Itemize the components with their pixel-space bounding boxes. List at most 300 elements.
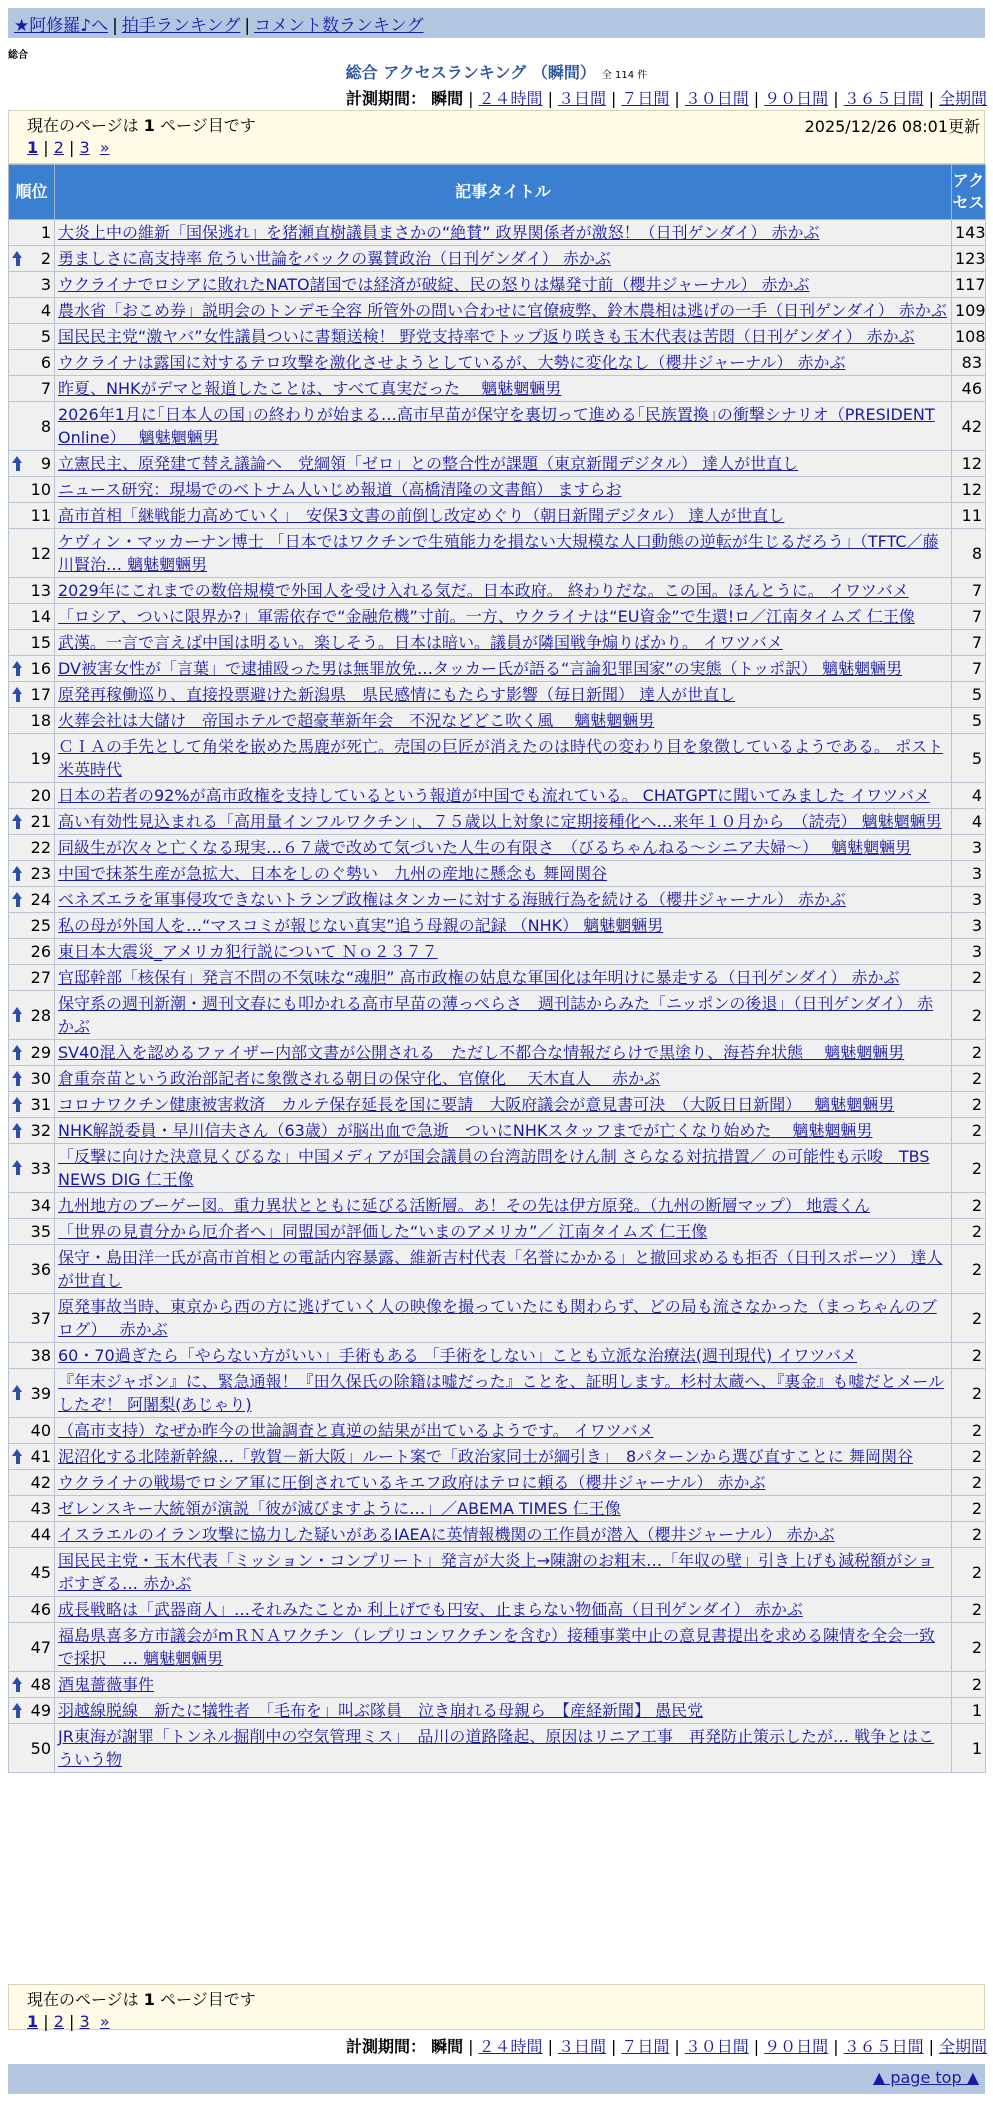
table-row	[9, 734, 986, 783]
article-title-link[interactable]: SV40混入を認めるファイザー内部文書が公開される ただし不都合な情報だらけで黒塗り、海苔弁状態 魑魅魍魎男	[58, 1043, 905, 1062]
period-link-90d[interactable]: ９０日間	[764, 89, 829, 108]
rank-number: 6	[40, 353, 51, 372]
rank-cell	[9, 783, 55, 809]
next-page-link[interactable]: »	[99, 2012, 110, 2031]
article-title-link[interactable]: ベネズエラを軍事侵攻できないトランプ政権はタンカーに対する海賊行為を続ける（櫻井ジャーナル） 赤かぶ	[58, 890, 846, 909]
rank-up-arrow-icon	[12, 1097, 23, 1113]
access-count: 2	[952, 1418, 986, 1444]
access-count: 3	[952, 887, 986, 913]
table-row	[9, 1343, 986, 1369]
rank-up-arrow-icon	[12, 1703, 23, 1719]
period-link-24h[interactable]: ２４時間	[478, 89, 543, 108]
rank-cell	[9, 503, 55, 529]
title-cell	[55, 1369, 952, 1418]
rank-header: 順位	[9, 165, 55, 220]
table-row	[9, 1496, 986, 1522]
title-cell	[55, 887, 952, 913]
nav-separator: |	[112, 16, 118, 36]
access-count: 3	[952, 913, 986, 939]
rank-cell	[9, 1369, 55, 1418]
table-row	[9, 350, 986, 376]
rank-number: 17	[30, 685, 51, 704]
rank-cell	[9, 656, 55, 682]
ranking-title: 総合 アクセスランキング （瞬間）	[345, 63, 596, 82]
page-title	[0, 60, 993, 83]
article-title-link[interactable]: 農水省「おこめ券」説明会のトンデモ全容 所管外の問い合わせに官僚疲弊、鈴木農相は逃げの一手（日刊ゲンダイ） 赤かぶ	[58, 301, 947, 320]
table-row	[9, 991, 986, 1040]
period-link-all[interactable]: 全期間	[938, 89, 987, 108]
article-title-link[interactable]: 倉重奈苗という政治部記者に象徴される朝日の保守化、官僚化 天木直人 赤かぶ	[58, 1069, 661, 1088]
rank-cell	[9, 991, 55, 1040]
access-count: 2	[952, 1040, 986, 1066]
rank-number: 36	[30, 1259, 51, 1279]
article-title-link[interactable]: 勇ましさに高支持率 危うい世論をバックの翼賛政治（日刊ゲンダイ） 赤かぶ	[58, 249, 611, 268]
table-row	[9, 1193, 986, 1219]
title-cell	[55, 783, 952, 809]
title-cell	[55, 861, 952, 887]
rank-up-arrow-icon	[12, 814, 23, 830]
rank-number: 41	[30, 1447, 51, 1466]
rank-cell	[9, 835, 55, 861]
article-title-link[interactable]: 2029年にこれまでの数倍規模で外国人を受け入れる気だ。日本政府。 終わりだな。この国。ほんとうに。 イワツバメ	[58, 581, 909, 600]
rank-up-arrow-icon	[12, 1007, 23, 1023]
title-cell	[55, 1092, 952, 1118]
table-row	[9, 529, 986, 578]
article-title-link[interactable]: 『年末ジャポン』に、緊急通報！『田久保氏の除籍は嘘だった』ことを、証明します。杉村太蔵へ、『裏金』も嘘だとメールしたぞ！ 阿闍梨(あじゃり)	[58, 1372, 945, 1414]
rank-number: 5	[40, 327, 51, 346]
rank-cell	[9, 708, 55, 734]
table-row	[9, 1219, 986, 1245]
period-link-30d[interactable]: ３０日間	[684, 89, 749, 108]
rank-number: 19	[30, 748, 51, 768]
access-count: 143	[952, 220, 986, 246]
rank-cell	[9, 1066, 55, 1092]
rank-cell	[9, 1144, 55, 1193]
access-count: 1	[952, 1698, 986, 1724]
page-top-link[interactable]: ▲ page top ▲	[872, 2068, 979, 2087]
period-selector-bottom: 計測期間： 瞬間 | ２４時間 | ３日間 | ７日間 | ３０日間 | ９０日間 | ３６５日間 | 全期間	[346, 2037, 987, 2056]
rank-number: 1	[40, 223, 51, 242]
title-cell	[55, 708, 952, 734]
title-cell	[55, 1698, 952, 1724]
access-count: 2	[952, 1496, 986, 1522]
rank-cell	[9, 1597, 55, 1623]
table-row	[9, 887, 986, 913]
rank-number: 22	[30, 838, 51, 857]
rank-cell	[9, 965, 55, 991]
title-cell	[55, 734, 952, 783]
period-link-90d[interactable]: ９０日間	[764, 2037, 829, 2056]
table-header-row	[9, 165, 986, 220]
access-count: 2	[952, 1597, 986, 1623]
period-label: 計測期間：	[346, 2037, 427, 2056]
category-label: 総合	[8, 50, 28, 61]
table-row	[9, 1066, 986, 1092]
article-title-link[interactable]: 東日本大震災_アメリカ犯行説について Ｎｏ２３７７	[58, 942, 438, 961]
article-title-link[interactable]: 「ロシア、ついに限界か?」軍需依存で“金融危機”寸前。一方、ウクライナは“EU資金”で生還!ロ／江南タイムズ 仁王像	[58, 607, 915, 626]
rank-number: 34	[30, 1196, 51, 1215]
article-title-link[interactable]: 武漢。一言で言えば中国は明るい。楽しそう。日本は暗い。議員が隣国戦争煽りばかり。 イワツバメ	[58, 633, 783, 652]
title-cell	[55, 1066, 952, 1092]
rank-cell	[9, 1444, 55, 1470]
table-row	[9, 1698, 986, 1724]
title-cell	[55, 835, 952, 861]
article-title-link[interactable]: コロナワクチン健康被害救済 カルテ保存延長を国に要請 大阪府議会が意見書可決 （大阪日日新聞） 魑魅魍魎男	[58, 1095, 895, 1114]
rank-number: 2	[40, 249, 51, 268]
rank-cell	[9, 1496, 55, 1522]
table-row	[9, 1470, 986, 1496]
title-cell	[55, 656, 952, 682]
rank-cell	[9, 809, 55, 835]
rank-cell	[9, 604, 55, 630]
table-row	[9, 324, 986, 350]
access-count: 108	[952, 324, 986, 350]
access-count: 4	[952, 809, 986, 835]
rank-number: 37	[30, 1308, 51, 1328]
rank-cell	[9, 1219, 55, 1245]
rank-up-arrow-icon	[12, 1045, 23, 1061]
table-row	[9, 1040, 986, 1066]
article-title-link[interactable]: ウクライナでロシアに敗れたNATO諸国では経済が破綻、民の怒りは爆発寸前（櫻井ジャーナル） 赤かぶ	[58, 275, 810, 294]
title-cell	[55, 630, 952, 656]
access-count: 11	[952, 503, 986, 529]
article-title-link[interactable]: 原発事故当時、東京から西の方に逃げていく人の映像を撮っていたにも関わらず、どの局も流さなかった（まっちゃんのブログ） 赤かぶ	[58, 1297, 937, 1339]
article-title-link[interactable]: JR東海が謝罪「トンネル掘削中の空気管理ミス」 品川の道路隆起、原因はリニア工事 再発防止策示したが… 戦争とはこういう物	[58, 1727, 935, 1769]
table-row	[9, 604, 986, 630]
table-row	[9, 578, 986, 604]
access-count: 2	[952, 1369, 986, 1418]
access-count: 5	[952, 734, 986, 783]
article-title-link[interactable]: ＣＩＡの手先として角栄を嵌めた馬鹿が死亡。売国の巨匠が消えたのは時代の変わり目を象徴しているようである。 ポスト米英時代	[58, 737, 944, 779]
article-title-link[interactable]: 昨夏、NHKがデマと報道したことは、すべて真実だった 魑魅魍魎男	[58, 379, 562, 398]
article-title-link[interactable]: 羽越線脱線 新たに犠牲者 「毛布を」叫ぶ隊員 泣き崩れる母親ら 【産経新聞】 愚民党	[58, 1701, 704, 1720]
access-count: 7	[952, 656, 986, 682]
article-title-link[interactable]: ウクライナの戦場でロシア軍に圧倒されているキエフ政府はテロに頼る（櫻井ジャーナル） 赤かぶ	[58, 1473, 766, 1492]
article-title-link[interactable]: 2026年1月に｢日本人の国｣の終わりが始まる…高市早苗が保守を裏切って進める｢民族置換｣の衝撃シナリオ（PRESIDENT Online） 魑魅魍魎男	[58, 405, 935, 447]
title-cell	[55, 578, 952, 604]
table-row	[9, 477, 986, 503]
article-title-link[interactable]: 立憲民主、原発建て替え議論へ 党綱領「ゼロ」との整合性が課題（東京新聞デジタル） 達人が世直し	[58, 454, 799, 473]
article-title-link[interactable]: 60・70過ぎたら「やらない方がいい」手術もある 「手術をしない」ことも立派な治療法(週刊現代) イワツバメ	[58, 1346, 858, 1365]
rank-up-arrow-icon	[12, 456, 23, 472]
rank-up-arrow-icon	[12, 1160, 23, 1176]
rank-cell	[9, 1698, 55, 1724]
title-cell	[55, 1144, 952, 1193]
table-row	[9, 272, 986, 298]
next-page-link[interactable]: »	[99, 138, 110, 157]
article-title-link[interactable]: 同級生が次々と亡くなる現実…６７歳で改めて気づいた人生の有限さ （びるちゃんねる～シニア夫婦～） 魑魅魍魎男	[58, 838, 912, 857]
title-cell	[55, 272, 952, 298]
title-cell	[55, 939, 952, 965]
rank-up-arrow-icon	[12, 251, 23, 267]
table-row	[9, 1548, 986, 1597]
article-title-link[interactable]: 「世界の見責分から厄介者へ」同盟国が評価した“いまのアメリカ”／ 江南タイムズ 仁王像	[58, 1222, 708, 1241]
clap-ranking-link[interactable]: 拍手ランキング	[121, 16, 241, 36]
article-title-link[interactable]: 酒鬼薔薇事件	[58, 1675, 155, 1694]
rank-number: 11	[30, 506, 51, 525]
period-link-3d[interactable]: ３日間	[557, 89, 606, 108]
rank-cell	[9, 402, 55, 451]
rank-number: 44	[30, 1525, 51, 1544]
table-row	[9, 861, 986, 887]
access-count: 2	[952, 1066, 986, 1092]
table-row	[9, 913, 986, 939]
period-link-24h[interactable]: ２４時間	[478, 2037, 543, 2056]
period-current: 瞬間	[431, 2037, 464, 2056]
table-row	[9, 965, 986, 991]
title-cell	[55, 1724, 952, 1773]
page-1-link[interactable]: 1	[27, 2012, 39, 2031]
title-cell	[55, 477, 952, 503]
access-count: 7	[952, 630, 986, 656]
rank-up-arrow-icon	[12, 892, 23, 908]
table-row	[9, 1672, 986, 1698]
title-cell	[55, 604, 952, 630]
rank-number: 16	[30, 659, 51, 678]
access-count: 7	[952, 578, 986, 604]
rank-number: 47	[30, 1637, 51, 1657]
table-row	[9, 246, 986, 272]
title-cell	[55, 1623, 952, 1672]
comment-ranking-link[interactable]: コメント数ランキング	[254, 16, 424, 36]
period-link-all[interactable]: 全期間	[938, 2037, 987, 2056]
rank-cell	[9, 682, 55, 708]
rank-number: 49	[30, 1701, 51, 1720]
period-link-365d[interactable]: ３６５日間	[843, 89, 924, 108]
rank-cell	[9, 1623, 55, 1672]
rank-cell	[9, 529, 55, 578]
article-title-link[interactable]: 高市首相「継戦能力高めていく」 安保3文書の前倒し改定めぐり（朝日新聞デジタル） 達人が世直し	[58, 506, 785, 525]
table-row	[9, 1092, 986, 1118]
access-count: 2	[952, 1522, 986, 1548]
title-cell	[55, 1343, 952, 1369]
table-row	[9, 1369, 986, 1418]
rank-up-arrow-icon	[12, 1677, 23, 1693]
rank-cell	[9, 887, 55, 913]
period-current: 瞬間	[431, 89, 464, 108]
title-cell	[55, 1294, 952, 1343]
period-selector-top: 計測期間： 瞬間 | ２４時間 | ３日間 | ７日間 | ３０日間 | ９０日間 | ３６５日間 | 全期間	[346, 89, 987, 108]
rank-cell	[9, 324, 55, 350]
access-count: 2	[952, 965, 986, 991]
rank-cell	[9, 220, 55, 246]
rank-number: 30	[30, 1069, 51, 1088]
article-title-link[interactable]: 泥沼化する北陸新幹線…「敦賀－新大阪」ルート案で「政治家同士が綱引き」 8パターンから選び直すことに 舞岡関谷	[58, 1447, 913, 1466]
rank-number: 14	[30, 607, 51, 626]
rank-up-arrow-icon	[12, 687, 23, 703]
access-count: 12	[952, 451, 986, 477]
rank-cell	[9, 477, 55, 503]
rank-cell	[9, 1040, 55, 1066]
rank-cell	[9, 939, 55, 965]
rank-up-arrow-icon	[12, 1123, 23, 1139]
page-2-link[interactable]: 2	[53, 138, 64, 157]
rank-number: 40	[30, 1421, 51, 1440]
rank-cell	[9, 1470, 55, 1496]
article-title-link[interactable]: 官邸幹部「核保有」発言不問の不気味な“魂胆” 高市政権の姑息な軍国化は年明けに暴走する（日刊ゲンダイ） 赤かぶ	[58, 968, 900, 987]
title-cell	[55, 913, 952, 939]
article-title-link[interactable]: 高い有効性見込まれる「高用量インフルワクチン」、７５歳以上対象に定期接種化へ…来年１０月から （読売） 魑魅魍魎男	[58, 812, 942, 831]
access-count: 42	[952, 402, 986, 451]
access-count: 8	[952, 529, 986, 578]
title-header: 記事タイトル	[55, 165, 952, 220]
rank-cell	[9, 630, 55, 656]
title-cell	[55, 350, 952, 376]
title-cell	[55, 1496, 952, 1522]
article-title-link[interactable]: ウクライナは露国に対するテロ攻撃を激化させようとしているが、大勢に変化なし（櫻井ジャーナル） 赤かぶ	[58, 353, 846, 372]
table-row	[9, 708, 986, 734]
rank-cell	[9, 1245, 55, 1294]
rank-cell	[9, 1522, 55, 1548]
period-link-3d[interactable]: ３日間	[557, 2037, 606, 2056]
article-title-link[interactable]: （高市支持）なぜか昨今の世論調査と真逆の結果が出ているようです。 イワツバメ	[58, 1421, 654, 1440]
table-row	[9, 402, 986, 451]
rank-cell	[9, 1118, 55, 1144]
footer-bar	[8, 2064, 985, 2094]
access-count: 12	[952, 477, 986, 503]
page-3-link[interactable]: 3	[79, 2012, 90, 2031]
table-row	[9, 376, 986, 402]
access-count: 83	[952, 350, 986, 376]
rank-cell	[9, 1724, 55, 1773]
access-count: 2	[952, 1470, 986, 1496]
rank-cell	[9, 1548, 55, 1597]
period-link-7d[interactable]: ７日間	[621, 2037, 670, 2056]
title-cell	[55, 991, 952, 1040]
page-1-link[interactable]: 1	[27, 138, 39, 157]
article-title-link[interactable]: 私の母が外国人を…“マスコミが報じない真実”追う母親の記録 （NHK） 魑魅魍魎男	[58, 916, 664, 935]
current-page-text: 現在のページは 1 ページ目です	[27, 1990, 256, 2009]
rank-cell	[9, 578, 55, 604]
table-row	[9, 1522, 986, 1548]
rank-cell	[9, 1343, 55, 1369]
access-count: 1	[952, 1724, 986, 1773]
article-title-link[interactable]: イスラエルのイラン攻撃に協力した疑いがあるIAEAに英情報機関の工作員が潜入（櫻井ジャーナル） 赤かぶ	[58, 1525, 835, 1544]
period-link-30d[interactable]: ３０日間	[684, 2037, 749, 2056]
article-title-link[interactable]: 保守系の週刊新潮・週刊文春にも叩かれる高市早苗の薄っぺらさ 週刊誌からみた「ニッポンの後退」（日刊ゲンダイ） 赤かぶ	[58, 994, 934, 1036]
table-row	[9, 835, 986, 861]
table-row	[9, 1294, 986, 1343]
access-count: 2	[952, 1672, 986, 1698]
title-cell	[55, 246, 952, 272]
rank-cell	[9, 861, 55, 887]
rank-number: 3	[40, 275, 51, 294]
title-cell	[55, 1597, 952, 1623]
table-row	[9, 1724, 986, 1773]
article-title-link[interactable]: 大炎上中の維新「国保逃れ」を猪瀬直樹議員まさかの“絶賛” 政界関係者が激怒！（日刊ゲンダイ） 赤かぶ	[58, 223, 820, 242]
rank-number: 31	[30, 1095, 51, 1114]
access-count: 2	[952, 1219, 986, 1245]
article-title-link[interactable]: 保守・島田洋一氏が高市首相との電話内容暴露、維新吉村代表「名誉にかかる」と撤回求めるも拒否（日刊スポーツ） 達人が世直し	[58, 1248, 943, 1290]
rank-number: 8	[40, 416, 51, 436]
rank-number: 39	[30, 1383, 51, 1403]
article-title-link[interactable]: 国民民主党・玉木代表「ミッション・コンプリート」発言が大炎上→陳謝のお粗末…「年収の壁」引き上げも減税額がショボすぎる… 赤かぶ	[58, 1551, 934, 1593]
rank-number: 20	[30, 786, 51, 805]
title-cell	[55, 220, 952, 246]
rank-cell	[9, 246, 55, 272]
page-3-link[interactable]: 3	[79, 138, 90, 157]
access-count: 5	[952, 682, 986, 708]
title-cell	[55, 1522, 952, 1548]
access-count: 117	[952, 272, 986, 298]
pagination: 1 | 2 | 3 »	[27, 138, 110, 157]
access-count: 4	[952, 783, 986, 809]
article-title-link[interactable]: 成長戦略は「武器商人」…それみたことか 利上げでも円安、止まらない物価高（日刊ゲンダイ） 赤かぶ	[58, 1600, 803, 1619]
access-count: 2	[952, 1118, 986, 1144]
rank-number: 38	[30, 1346, 51, 1365]
article-title-link[interactable]: ケヴィン・マッカーナン博士 「日本ではワクチンで生殖能力を損ない大規模な人口動態の逆転が生じるだろう」（TFTC／藤川賢治… 魑魅魍魎男	[58, 532, 939, 574]
article-title-link[interactable]: ニュース研究：現場でのベトナム人いじめ報道（高橋清隆の文書館） ますらお	[58, 480, 622, 499]
title-cell	[55, 1470, 952, 1496]
access-count: 2	[952, 991, 986, 1040]
access-count: 3	[952, 939, 986, 965]
asyura-home-link[interactable]: ★阿修羅♪へ	[14, 16, 109, 36]
rank-up-arrow-icon	[12, 866, 23, 882]
article-title-link[interactable]: 九州地方のブーゲー図。重力異状とともに延びる活断層。あ！その先は伊方原発。（九州の断層マップ） 地震くん	[58, 1196, 871, 1215]
title-cell	[55, 1040, 952, 1066]
table-row	[9, 630, 986, 656]
rank-number: 43	[30, 1499, 51, 1518]
rank-number: 32	[30, 1121, 51, 1140]
article-title-link[interactable]: NHK解説委員・早川信夫さん（63歳）が脳出血で急逝 ついにNHKスタッフまでが亡くなり始めた 魑魅魍魎男	[58, 1121, 873, 1140]
access-count: 2	[952, 1623, 986, 1672]
period-link-365d[interactable]: ３６５日間	[843, 2037, 924, 2056]
article-title-link[interactable]: 火葬会社は大儲け 帝国ホテルで超豪華新年会 不況などどこ吹く風 魑魅魍魎男	[58, 711, 655, 730]
article-title-link[interactable]: 中国で抹茶生産が急拡大、日本をしのぐ勢い 九州の産地に懸念も 舞岡関谷	[58, 864, 608, 883]
rank-up-arrow-icon	[12, 1449, 23, 1465]
rank-cell	[9, 734, 55, 783]
table-row	[9, 1597, 986, 1623]
table-row	[9, 1245, 986, 1294]
rank-number: 23	[30, 864, 51, 883]
table-row	[9, 1118, 986, 1144]
article-title-link[interactable]: DV被害女性が「言葉」で逮捕殴った男は無罪放免…タッカー氏が語る“言論犯罪国家”の実態（トッポ訳） 魑魅魍魎男	[58, 659, 903, 678]
title-cell	[55, 1418, 952, 1444]
article-title-link[interactable]: 福島県喜多方市議会がmＲＮＡワクチン（レプリコンワクチンを含む）接種事業中止の意見書提出を求める陳情を全会一致で採択 … 魑魅魍魎男	[58, 1626, 936, 1668]
title-cell	[55, 965, 952, 991]
access-count: 2	[952, 1548, 986, 1597]
table-row	[9, 503, 986, 529]
table-row	[9, 656, 986, 682]
updated-timestamp: 2025/12/26 08:01更新	[804, 117, 980, 136]
table-row	[9, 220, 986, 246]
rank-number: 35	[30, 1222, 51, 1241]
period-label: 計測期間：	[346, 89, 427, 108]
rank-number: 28	[30, 1005, 51, 1025]
title-cell	[55, 1219, 952, 1245]
period-link-7d[interactable]: ７日間	[621, 89, 670, 108]
article-title-link[interactable]: 「反撃に向けた決意見くびるな」中国メディアが国会議員の台湾訪問をけん制 さらなる対抗措置／ の可能性も示唆 TBS NEWS DIG 仁王像	[58, 1147, 930, 1189]
current-page-text: 現在のページは 1 ページ目です	[27, 116, 256, 135]
title-cell	[55, 1245, 952, 1294]
page-2-link[interactable]: 2	[53, 2012, 64, 2031]
rank-number: 42	[30, 1473, 51, 1492]
rank-cell	[9, 913, 55, 939]
rank-number: 15	[30, 633, 51, 652]
article-title-link[interactable]: ゼレンスキー大統領が演説「彼が滅びますように…」／ABEMA TIMES 仁王像	[58, 1499, 621, 1518]
rank-number: 24	[30, 890, 51, 909]
article-title-link[interactable]: 日本の若者の92%が高市政権を支持しているという報道が中国でも流れている。 CHATGPTに聞いてみました イワツバメ	[58, 786, 930, 805]
article-title-link[interactable]: 国民民主党“激ヤバ”女性議員ついに書類送検！ 野党支持率でトップ返り咲きも玉木代表は苦悶（日刊ゲンダイ） 赤かぶ	[58, 327, 915, 346]
top-nav-bar	[8, 8, 985, 38]
article-title-link[interactable]: 原発再稼働巡り、直接投票避けた新潟県 県民感情にもたらす影響（毎日新聞） 達人が世直し	[58, 685, 736, 704]
title-cell	[55, 1672, 952, 1698]
title-cell	[55, 1548, 952, 1597]
access-count: 7	[952, 604, 986, 630]
rank-cell	[9, 1092, 55, 1118]
rank-number: 45	[30, 1562, 51, 1582]
access-count: 3	[952, 835, 986, 861]
